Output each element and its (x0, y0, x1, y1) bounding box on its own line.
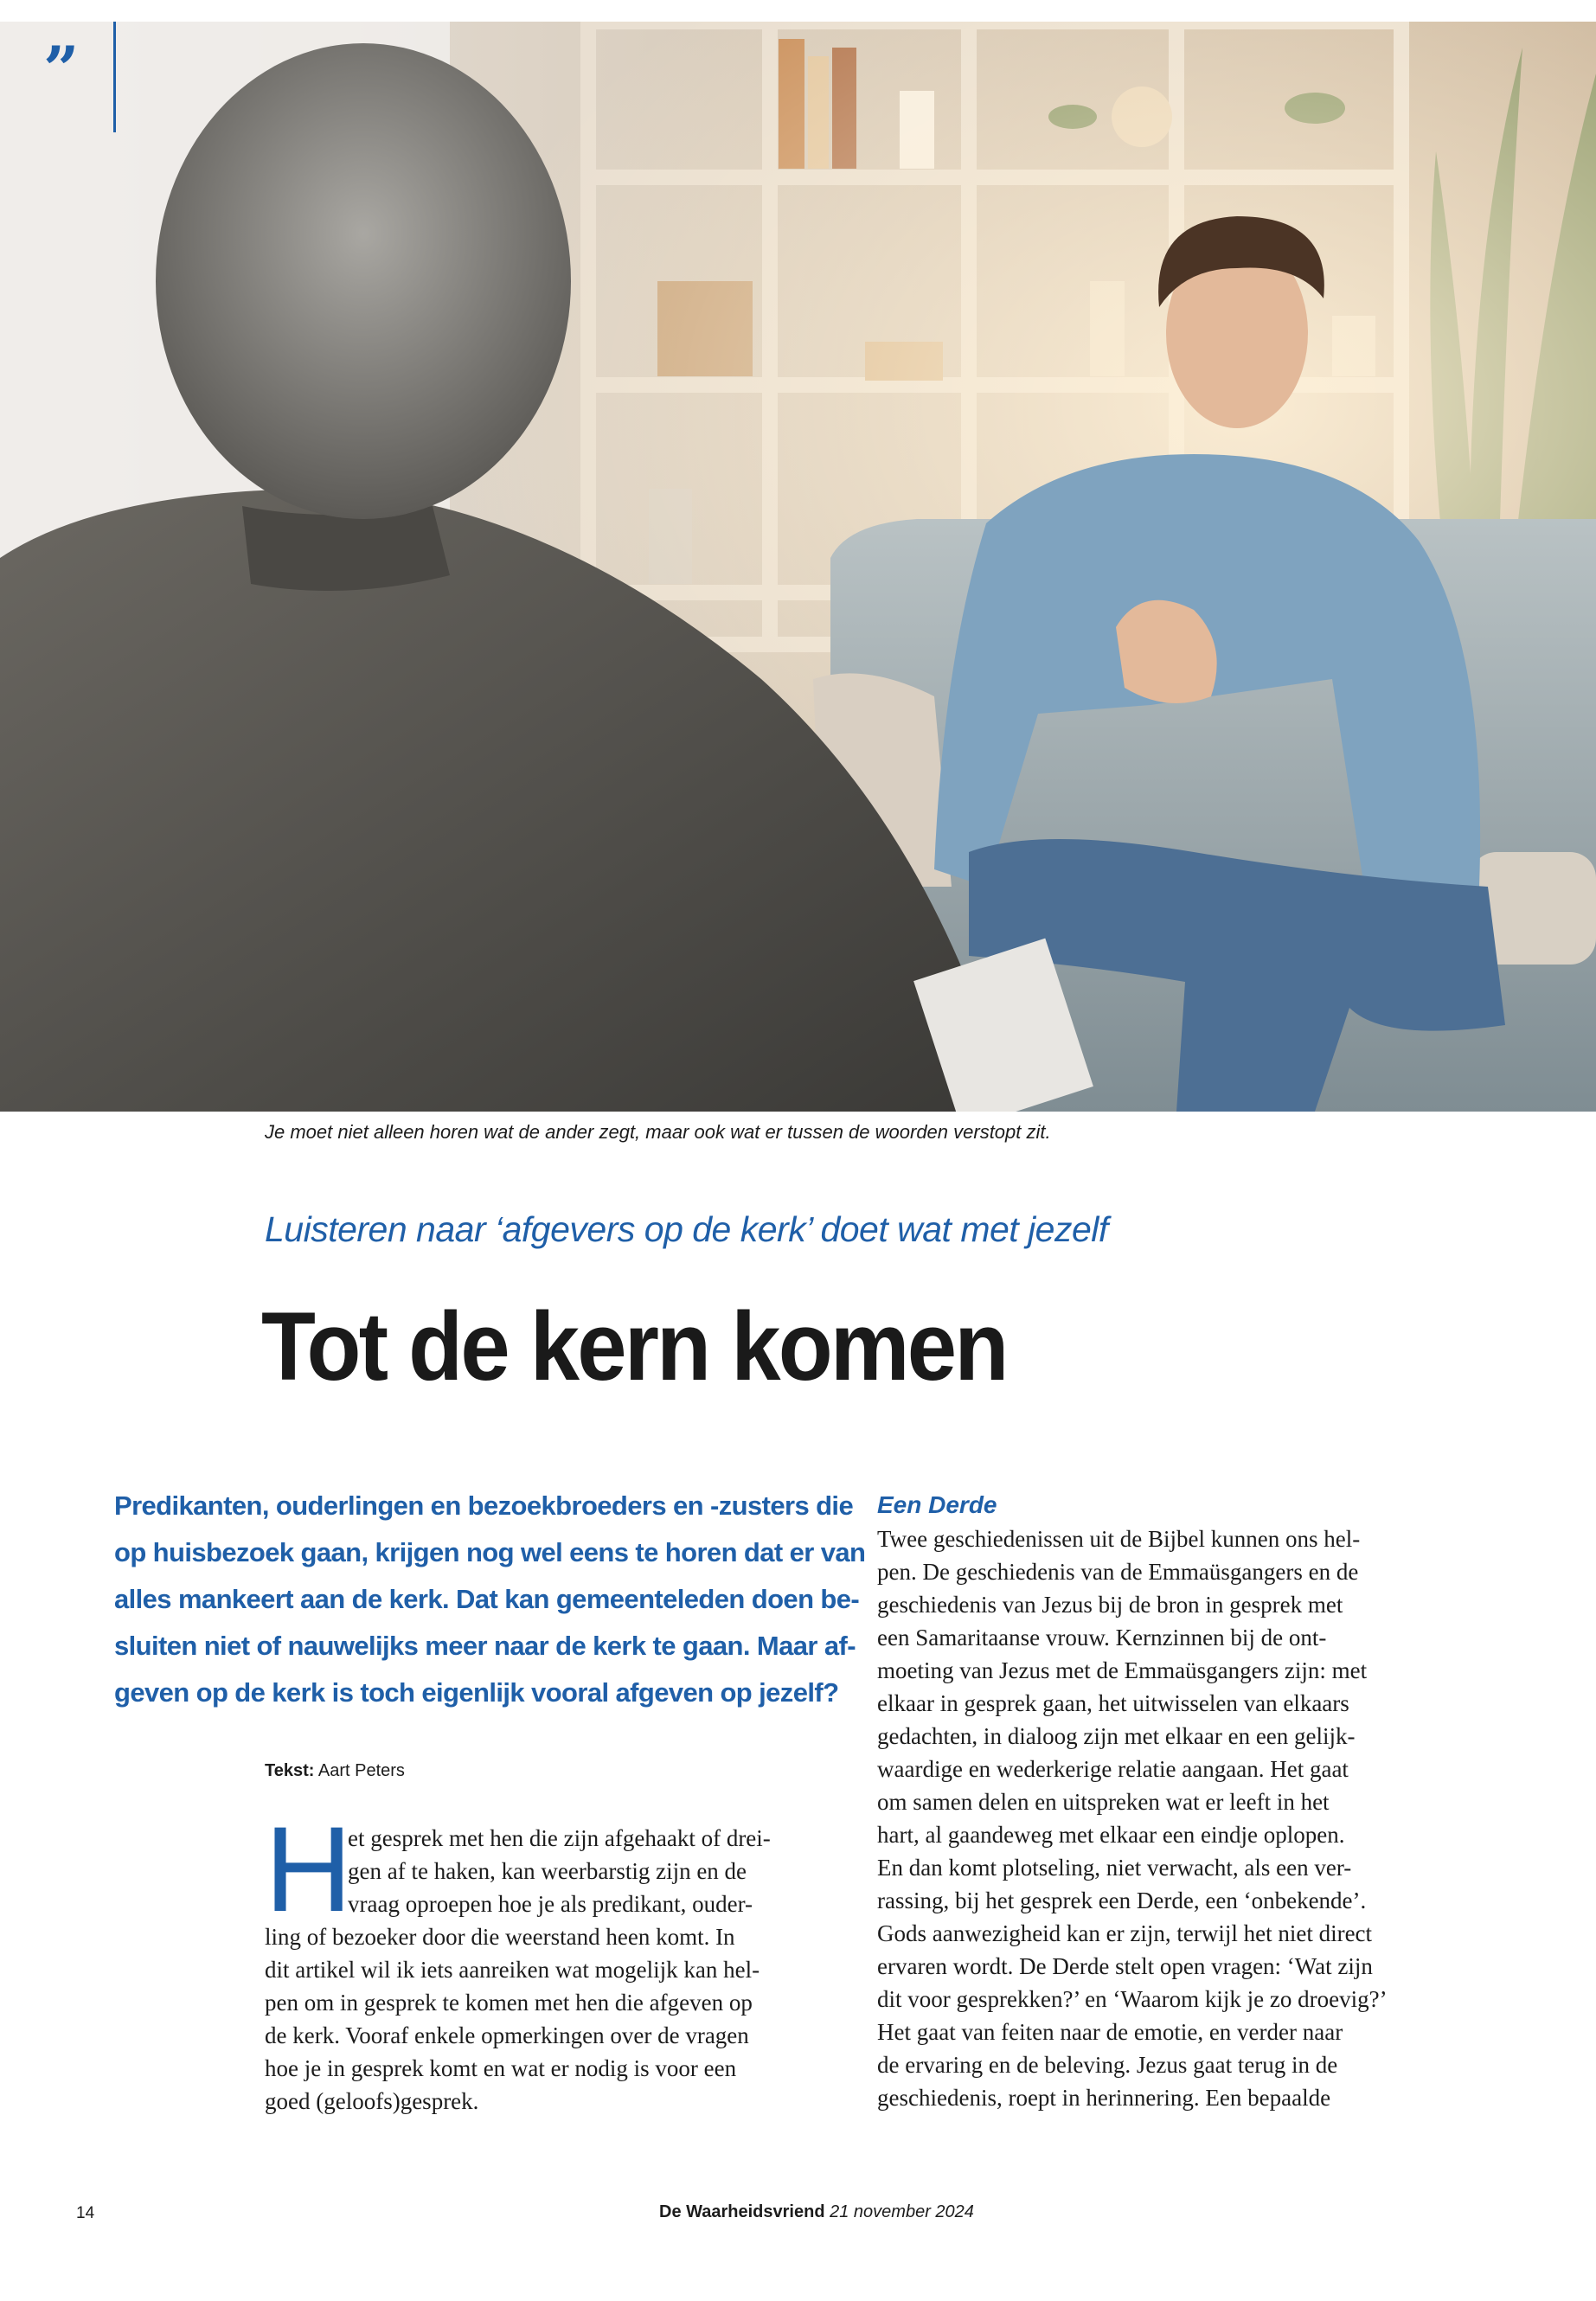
hero-photo (0, 22, 1596, 1112)
body-line: ervaren wordt. De Derde stelt open vragen: ‘Wat zijn (877, 1953, 1373, 1979)
body-line: elkaar in gesprek gaan, het uitwisselen van elkaars (877, 1690, 1349, 1716)
body-line: pen om in gesprek te komen met hen die afgeven op (265, 1990, 753, 2016)
body-line: vraag oproepen hoe je als predikant, ouder- (348, 1891, 753, 1917)
article-intro (114, 1483, 875, 1716)
body-line: geschiedenis, roept in herinnering. Een bepaalde (877, 2085, 1331, 2111)
body-line: de ervaring en de beleving. Jezus gaat terug in de (877, 2052, 1338, 2078)
body-line: Het gaat van feiten naar de emotie, en verder naar (877, 2019, 1343, 2045)
body-line: hoe je in gesprek komt en wat er nodig is voor een (265, 2055, 737, 2081)
publication-date: 21 november 2024 (830, 2202, 974, 2221)
publication-name: De Waarheidsvriend (659, 2202, 825, 2221)
body-line: hart, al gaandeweg met elkaar een eindje oplopen. (877, 1822, 1345, 1848)
body-line: pen. De geschiedenis van de Emmaüsgangers en de (877, 1559, 1359, 1585)
article-title: Tot de kern komen (261, 1292, 1007, 1400)
quote-rule (113, 22, 116, 132)
photo-illustration (0, 22, 1596, 1112)
body-line: een Samaritaanse vrouw. Kernzinnen bij de ont- (877, 1625, 1327, 1650)
page-number: 14 (76, 2204, 95, 2222)
body-line: waardige en wederkerige relatie aangaan. Het gaat (877, 1756, 1349, 1782)
body-column-right (877, 1488, 1474, 2114)
byline-author: Aart Peters (317, 1761, 405, 1780)
article-kicker: Luisteren naar ‘afgevers op de kerk’ doet wat met jezelf (265, 1209, 1108, 1249)
quote-icon: ” (43, 32, 80, 106)
body-column-left (265, 1801, 836, 2118)
photo-caption: Je moet niet alleen horen wat de ander zegt, maar ook wat er tussen de woorden verstopt zit. (265, 1121, 1051, 1143)
intro-line: Predikanten, ouderlingen en bezoekbroeders en -zusters die (114, 1490, 854, 1521)
byline (265, 1761, 405, 1781)
body-line: gen af te haken, kan weerbarstig zijn en de (348, 1858, 747, 1884)
body-line: et gesprek met hen die zijn afgehaakt of drei- (348, 1825, 771, 1851)
body-line: om samen delen en uitspreken wat er leeft in het (877, 1789, 1330, 1815)
body-line: Twee geschiedenissen uit de Bijbel kunnen ons hel- (877, 1526, 1361, 1552)
body-line: Gods aanwezigheid kan er zijn, terwijl het niet direct (877, 1920, 1373, 1946)
body-line: ling of bezoeker door die weerstand heen komt. In (265, 1924, 735, 1950)
intro-line: sluiten niet of nauwelijks meer naar de kerk te gaan. Maar af- (114, 1631, 856, 1661)
byline-label: Tekst: (265, 1761, 315, 1780)
body-line: gedachten, in dialoog zijn met elkaar en een gelijk- (877, 1723, 1356, 1749)
body-line: En dan komt plotseling, niet verwacht, als een ver- (877, 1855, 1352, 1881)
intro-line: op huisbezoek gaan, krijgen nog wel eens te horen dat er van (114, 1537, 866, 1567)
body-line: dit artikel wil ik iets aanreiken wat mogelijk kan hel- (265, 1957, 760, 1983)
body-line: dit voor gesprekken?’ en ‘Waarom kijk je zo droevig?’ (877, 1986, 1388, 2012)
body-line: moeting van Jezus met de Emmaüsgangers zijn: met (877, 1657, 1368, 1683)
body-line: goed (geloofs)gesprek. (265, 2088, 479, 2114)
page-footer (659, 2202, 974, 2222)
drop-cap: H (265, 1801, 353, 1937)
intro-line: geven op de kerk is toch eigenlijk vooral afgeven op jezelf? (114, 1677, 839, 1708)
section-subhead: Een Derde (877, 1491, 997, 1518)
body-line: de kerk. Vooraf enkele opmerkingen over de vragen (265, 2022, 749, 2048)
intro-line: alles mankeert aan de kerk. Dat kan gemeenteleden doen be- (114, 1584, 860, 1614)
body-line: geschiedenis van Jezus bij de bron in gesprek met (877, 1592, 1343, 1618)
body-line: rassing, bij het gesprek een Derde, een ‘onbekende’. (877, 1888, 1367, 1913)
